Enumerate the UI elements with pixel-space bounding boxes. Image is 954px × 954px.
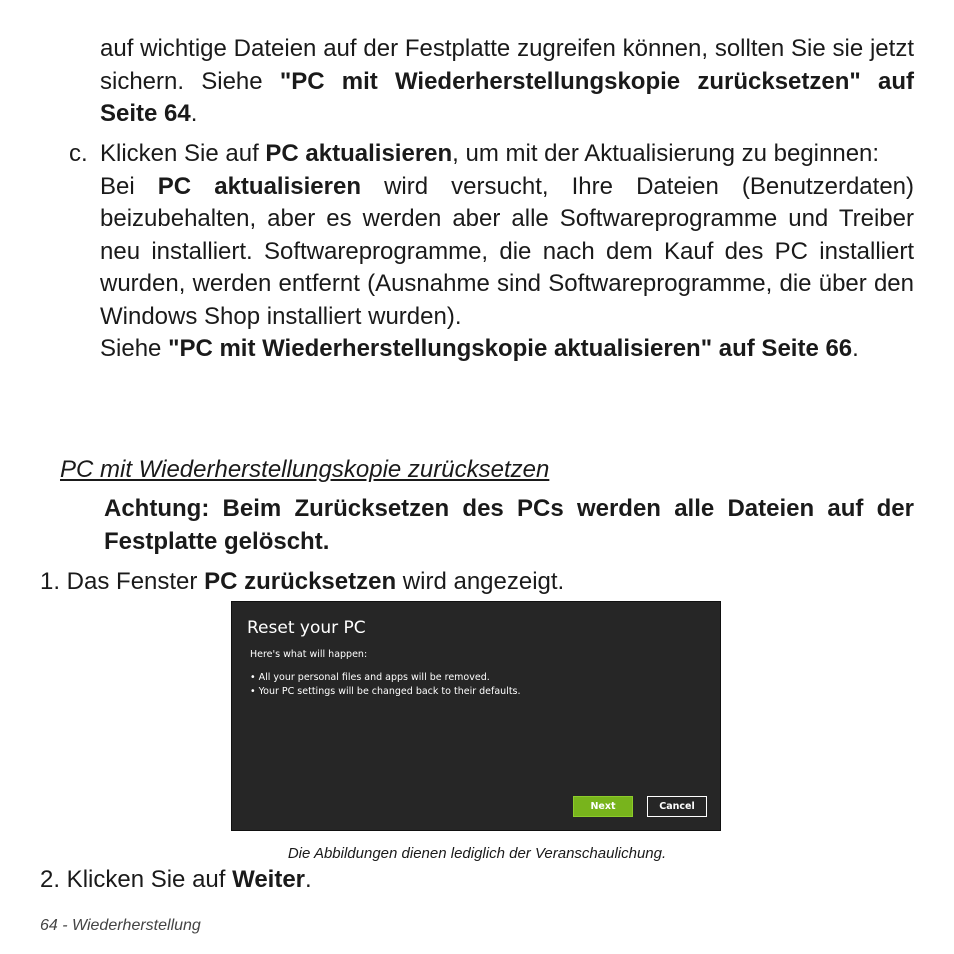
bold-term: PC zurücksetzen [204, 568, 397, 595]
dialog-bullet: • All your personal files and apps will be removed. [250, 672, 490, 683]
dialog-subtitle: Here's what will happen: [250, 649, 368, 660]
text: Bei [100, 172, 158, 200]
step-1 [40, 566, 564, 598]
dialog-title: Reset your PC [247, 618, 366, 638]
paragraph-top [100, 33, 914, 131]
cancel-button[interactable]: Cancel [647, 796, 707, 817]
step-2 [40, 864, 312, 896]
dialog-bullet: • Your PC settings will be changed back to their defaults. [250, 686, 521, 697]
text: Siehe [100, 335, 169, 362]
list-item-c-ref [100, 333, 914, 366]
figure-caption: Die Abbildungen dienen lediglich der Veranschaulichung. [287, 845, 667, 862]
cross-reference: "PC mit Wiederherstellungskopie zurücksetzen" auf Seite 64 [100, 67, 914, 127]
text: , um mit der Aktualisierung zu beginnen: [452, 140, 880, 167]
paragraph-text: . [190, 100, 198, 127]
text: 1. Das Fenster [40, 568, 205, 595]
reset-pc-dialog [231, 601, 721, 831]
next-button[interactable]: Next [573, 796, 633, 817]
bold-term: PC aktualisieren [265, 140, 453, 167]
text: 2. Klicken Sie auf [40, 866, 233, 893]
list-item-c-body [100, 171, 914, 334]
text: . [305, 866, 312, 893]
text: wird angezeigt. [396, 568, 565, 595]
text: wird versucht, Ihre Dateien (Benutzerdaten) beizubehalten, aber es werden aber alle Softwareprogramme und Treiber neu installiert. Softwareprogramme, die nach dem Kauf des PC installiert wurden, werden entfernt (Ausnahme sind Softwareprogramme, die über den Windows Shop installiert wurden). [100, 172, 915, 330]
text: Klicken Sie auf [100, 140, 266, 167]
list-marker-c: c. [69, 140, 88, 167]
cross-reference: "PC mit Wiederherstellungskopie aktualisieren" auf Seite 66 [168, 335, 853, 362]
list-item-c-intro [100, 138, 914, 171]
section-heading: PC mit Wiederherstellungskopie zurücksetzen [60, 456, 550, 483]
list-item-c [100, 138, 914, 366]
bold-term: Weiter [232, 866, 306, 893]
page-footer: 64 - Wiederherstellung [40, 917, 201, 934]
warning-text: Achtung: Beim Zurücksetzen des PCs werden alle Dateien auf der Festplatte gelöscht. [104, 495, 914, 555]
bold-term: PC aktualisieren [157, 172, 361, 200]
text: . [852, 335, 859, 362]
paragraph-text: auf wichtige Dateien auf der Festplatte zugreifen können, sollten Sie sie jetzt sichern. Siehe [100, 35, 914, 95]
